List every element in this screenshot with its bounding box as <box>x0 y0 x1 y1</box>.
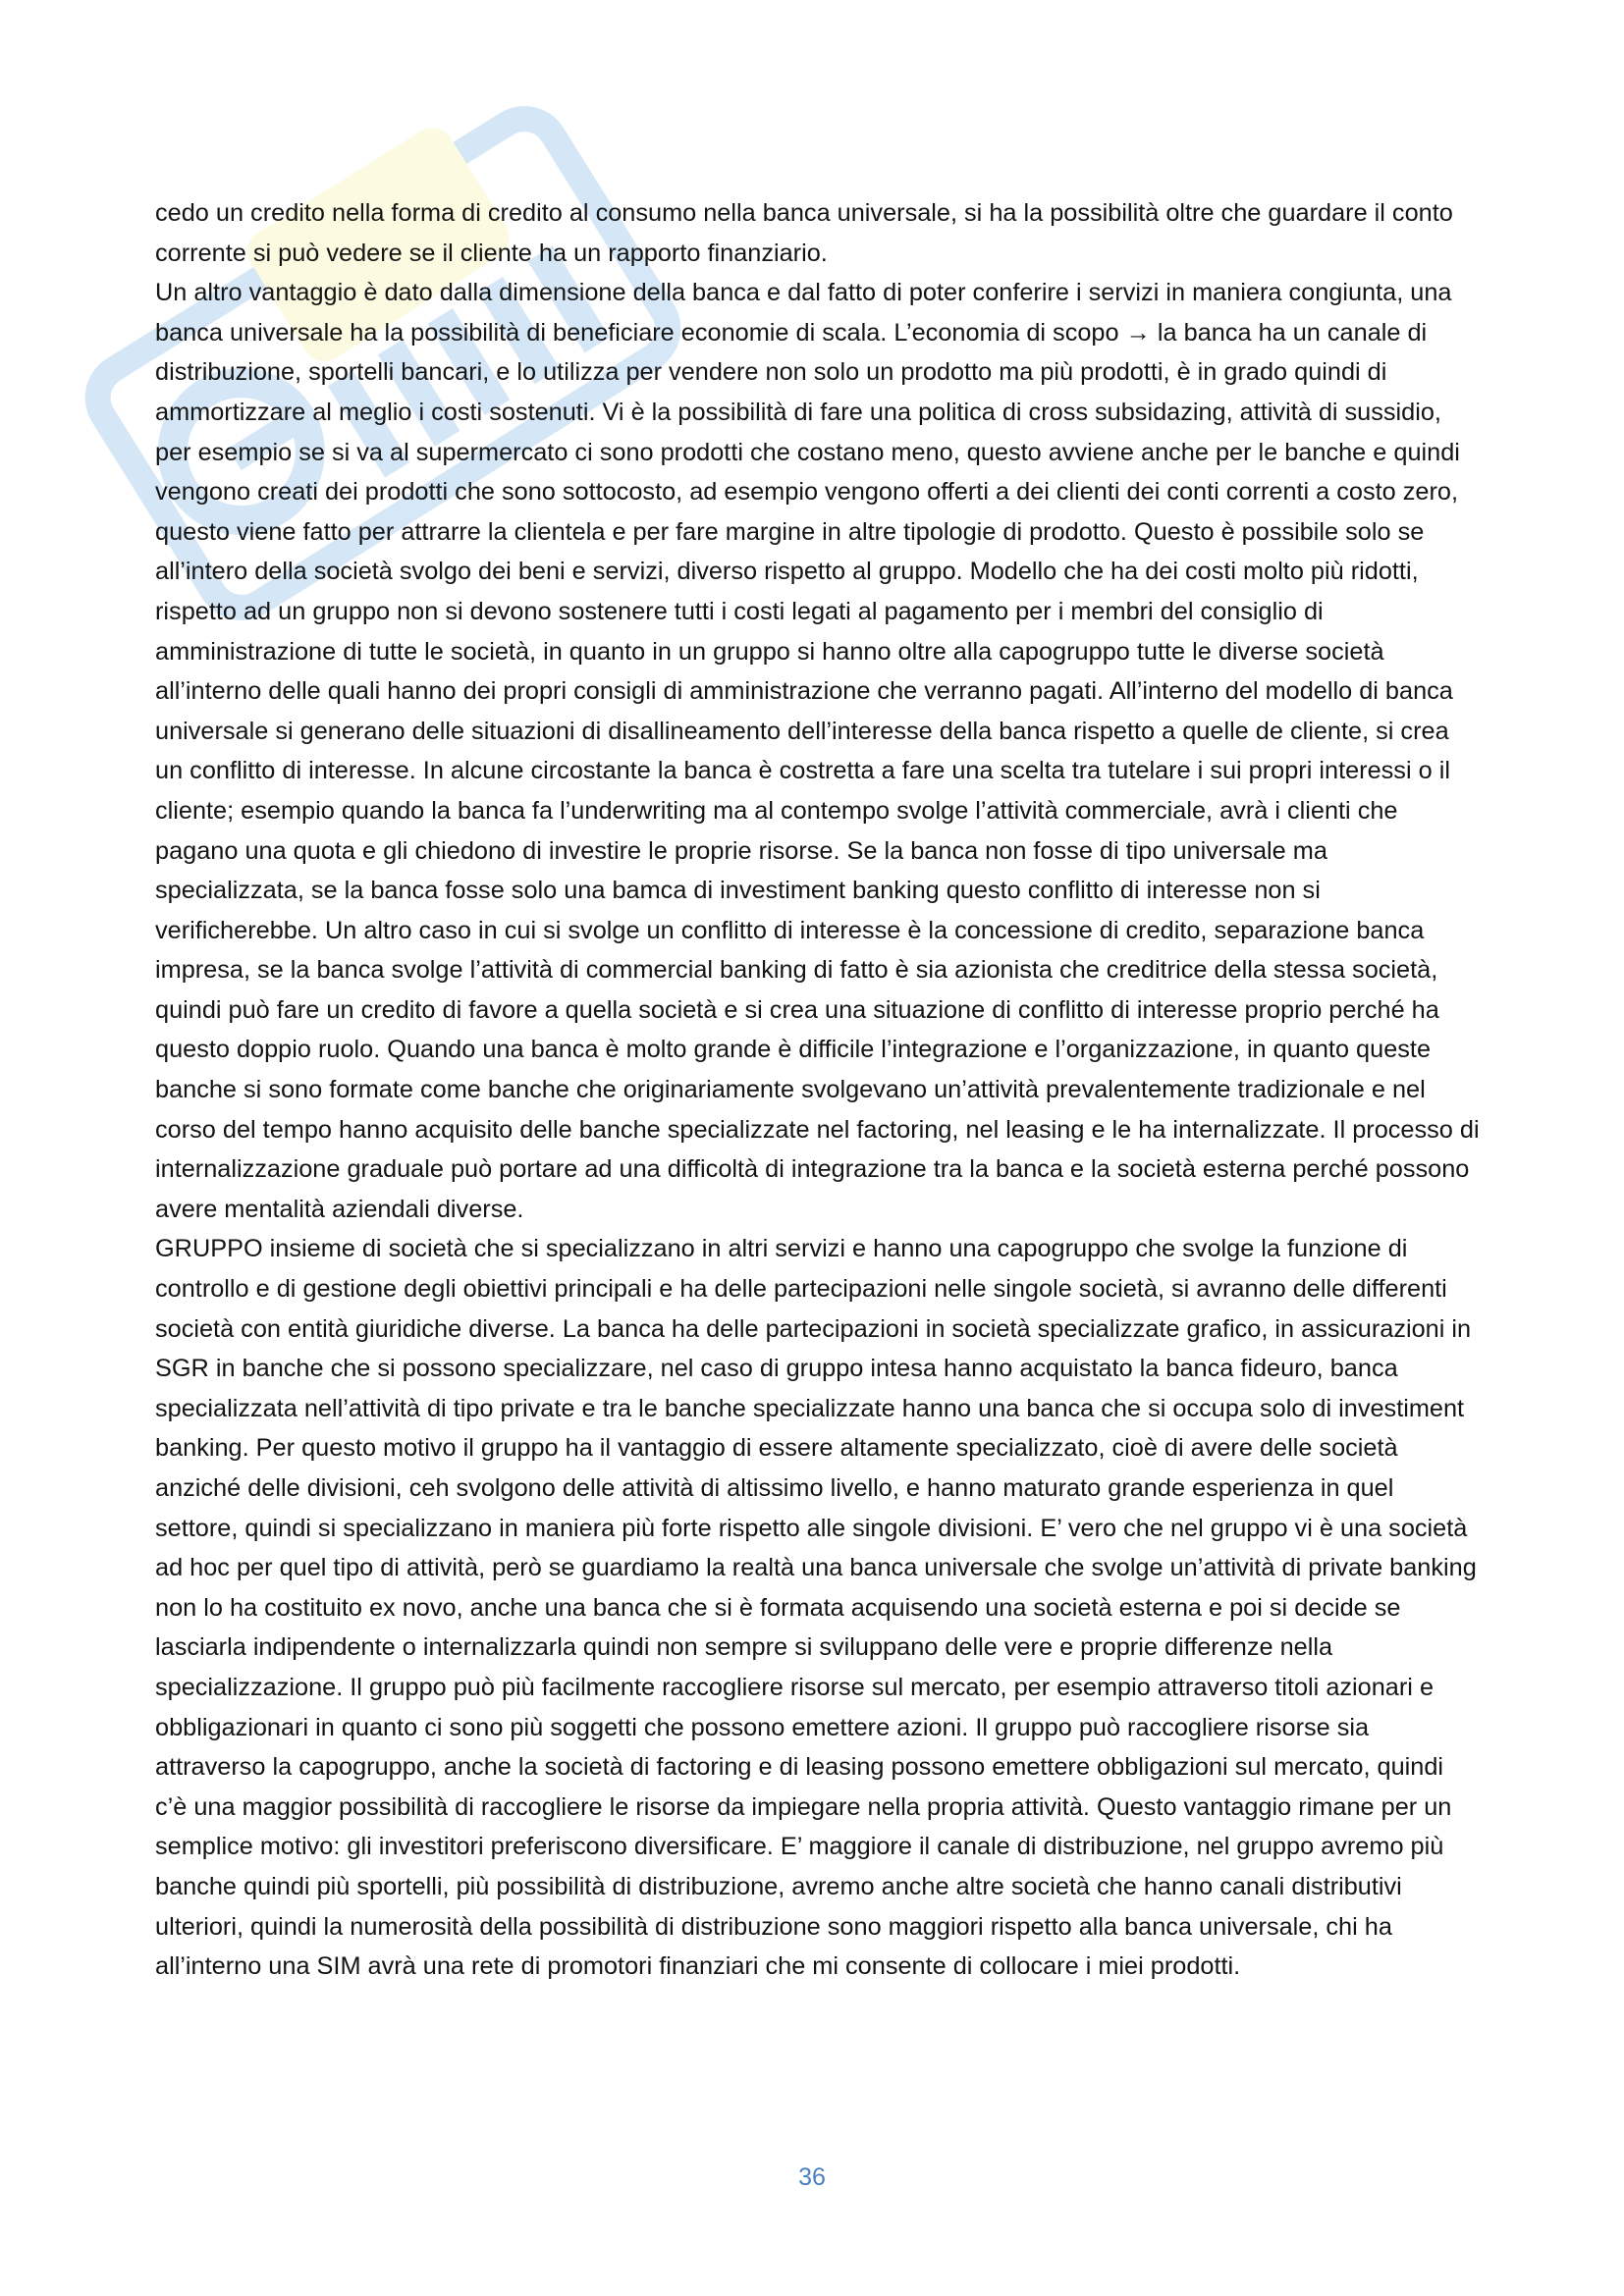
paragraph-3: GRUPPO insieme di società che si specializzano in altri servizi e hanno una capogruppo che svolge la funzione di controllo e di gestione degli obiettivi principali e ha delle partecipazioni nelle singole società, si avranno delle differenti società con entità giuridiche diverse. La banca ha delle partecipazioni in società specializzate grafico, in assicurazioni in SGR in banche che si possono specializzare, nel caso di gruppo intesa hanno acquistato la banca fideuro, banca specializzata nell’attività di tipo private e tra le banche specializzate hanno una banca che si occupa solo di investiment banking. Per questo motivo il gruppo ha il vantaggio di essere altamente specializzato, cioè di avere delle società anziché delle divisioni, ceh svolgono delle attività di altissimo livello, e hanno maturato grande esperienza in quel settore, quindi si specializzano in maniera più forte rispetto alle singole divisioni. E’ vero che nel gruppo vi è una società ad hoc per quel tipo di attività, però se guardiamo la realtà una banca universale che svolge un’attività di private banking non lo ha costituito ex novo, anche una banca che si è formata acquisendo una società esterna e poi si decide se lasciarla indipendente o internalizzarla quindi non sempre si sviluppano delle vere e proprie differenze nella specializzazione. Il gruppo può più facilmente raccogliere risorse sul mercato, per esempio attraverso titoli azionari e obbligazionari in quanto ci sono più soggetti che possono emettere azioni. Il gruppo può raccogliere risorse sia attraverso la capogruppo, anche la società di factoring e di leasing possono emettere obbligazioni sul mercato, quindi c’è una maggior possibilità di raccogliere le risorse da impiegare nella propria attività. Questo vantaggio rimane per un semplice motivo: gli investitori preferiscono diversificare. E’ maggiore il canale di distribuzione, nel gruppo avremo più banche quindi più sportelli, più possibilità di distribuzione, avremo anche altre società che hanno canali distributivi ulteriori, quindi la numerosità della possibilità di distribuzione sono maggiori rispetto alla banca universale, chi ha all’interno una SIM avrà una rete di promotori finanziari che mi consente di collocare i miei prodotti. <box>155 1235 1477 1981</box>
paragraph-2: Un altro vantaggio è dato dalla dimensione della banca e dal fatto di poter conferire i servizi in maniera congiunta, una banca universale ha la possibilità di beneficiare economie di scala. L’economia di scopo → la banca ha un canale di distribuzione, sportelli bancari, e lo utilizza per vendere non solo un prodotto ma più prodotti, è in grado quindi di ammortizzare al meglio i costi sostenuti. Vi è la possibilità di fare una politica di cross subsidazing, attività di sussidio, per esempio se si va al supermercato ci sono prodotti che costano meno, questo avviene anche per le banche e quindi vengono creati dei prodotti che sono sottocosto, ad esempio vengono offerti a dei clienti dei conti correnti a costo zero, questo viene fatto per attrarre la clientela e per fare margine in altre tipologie di prodotto. Questo è possibile solo se all’intero della società svolgo dei beni e servizi, diverso rispetto al gruppo. Modello che ha dei costi molto più ridotti, rispetto ad un gruppo non si devono sostenere tutti i costi legati al pagamento per i membri del consiglio di amministrazione di tutte le società, in quanto in un gruppo si hanno oltre alla capogruppo tutte le diverse società all’interno delle quali hanno dei propri consigli di amministrazione che verranno pagati. All’interno del modello di banca universale si generano delle situazioni di disallineamento dell’interesse della banca rispetto a quelle de cliente, si crea un conflitto di interesse. In alcune circostante la banca è costretta a fare una scelta tra tutelare i sui propri interessi o il cliente; esempio quando la banca fa l’underwriting ma al contempo svolge l’attività commerciale, avrà i clienti che pagano una quota e gli chiedono di investire le proprie risorse. Se la banca non fosse di tipo universale ma specializzata, se la banca fosse solo una bamca di investiment banking questo conflitto di interesse non si verificherebbe. Un altro caso in cui si svolge un conflitto di interesse è la concessione di credito, separazione banca impresa, se la banca svolge l’attività di commercial banking di fatto è sia azionista che creditrice della stessa società, quindi può fare un credito di favore a quella società e si crea una situazione di conflitto di interesse proprio perché ha questo doppio ruolo. Quando una banca è molto grande è difficile l’integrazione e l’organizzazione, in quanto queste banche si sono formate come banche che originariamente svolgevano un’attività prevalentemente tradizionale e nel corso del tempo hanno acquisito delle banche specializzate nel factoring, nel leasing e le ha internalizzate. Il processo di internalizzazione graduale può portare ad una difficoltà di integrazione tra la banca e la società esterna perché possono avere mentalità aziendali diverse. <box>155 279 1480 1223</box>
document-body <box>155 193 1481 1987</box>
paragraph-1: cedo un credito nella forma di credito al consumo nella banca universale, si ha la possibilità oltre che guardare il conto corrente si può vedere se il cliente ha un rapporto finanziario. <box>155 199 1453 267</box>
page-number: 36 <box>798 2163 826 2191</box>
